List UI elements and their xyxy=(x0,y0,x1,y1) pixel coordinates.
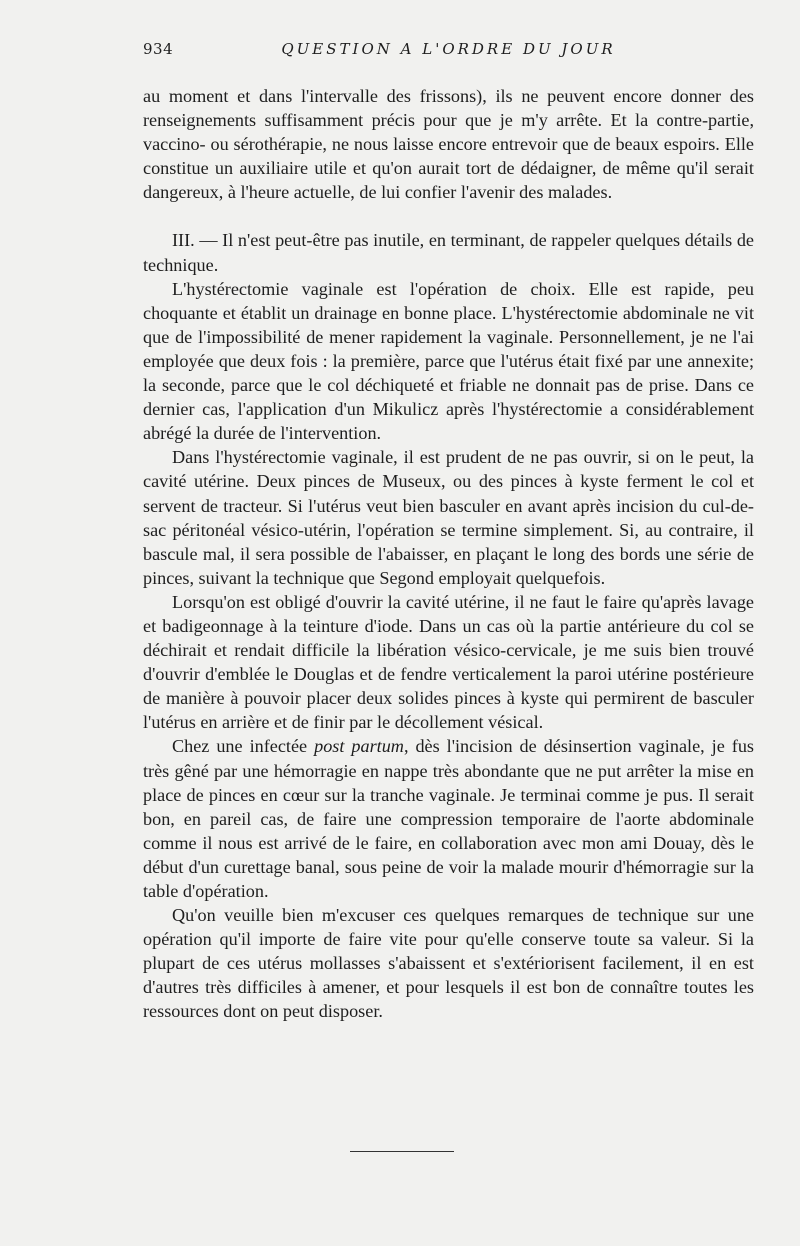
running-title: QUESTION A L'ORDRE DU JOUR xyxy=(281,40,616,58)
body-text xyxy=(143,84,754,1024)
paragraph-text: Chez une infectée xyxy=(172,736,315,757)
paragraph: Lorsqu'on est obligé d'ouvrir la cavité utérine, il ne faut le faire qu'après lavage et badigeonnage à la teinture d'iode. Dans un cas où la partie antérieure du col se déchirait et rendait difficile la libération vésico-cervicale, je me suis bien trouvé d'ouvrir d'emblée le Douglas et de fendre verticalement la paroi utérine postérieure de manière à pouvoir placer deux solides pinces à kyste qui permirent de basculer l'utérus en arrière et de finir par le décollement vésical. xyxy=(143,591,754,733)
paragraph: au moment et dans l'intervalle des frissons), ils ne peuvent encore donner des renseignements suffisamment précis pour que je m'y arrête. Et la contre-partie, vaccino- ou sérothérapie, ne nous laisse encore entrevoir que de beaux espoirs. Elle constitue un auxiliaire utile et qu'on aurait tort de dédaigner, de même qu'il serait dangereux, à l'heure actuelle, de lui confier l'avenir des malades. xyxy=(143,86,754,203)
emphasis-text: post partum xyxy=(314,736,404,757)
page-number: 934 xyxy=(143,40,174,58)
section-heading-paragraph: III. — Il n'est peut-être pas inutile, en terminant, de rappeler quelques détails de technique. xyxy=(143,230,754,275)
paragraph-text: , dès l'incision de désinsertion vaginale, je fus très gêné par une hémorragie en nappe très abondante que ne put arrêter la mise en place de pinces en cœur sur la tranche vaginale. Je terminai comme je pus. Il serait bon, en pareil cas, de faire une compression temporaire de l'aorte abdominale comme il nous est arrivé de le faire, en collaboration avec mon ami Douay, dès le début d'un curettage banal, sous peine de voir la malade mourir d'hémorragie sur la table d'opération. xyxy=(143,736,754,901)
page-header xyxy=(143,40,754,70)
paragraph: Qu'on veuille bien m'excuser ces quelques remarques de technique sur une opération qu'il importe de faire vite pour qu'elle conserve toute sa valeur. Si la plupart de ces utérus mollasses s'abaissent et s'extériorisent facilement, il en est d'autres très difficiles à amener, et pour lesquels il est bon de connaître toutes les ressources dont on peut disposer. xyxy=(143,905,754,1022)
end-rule xyxy=(350,1151,454,1152)
paragraph: Dans l'hystérectomie vaginale, il est prudent de ne pas ouvrir, si on le peut, la cavité utérine. Deux pinces de Museux, ou des pinces à kyste ferment le col et servent de tracteur. Si l'utérus veut bien basculer en avant après incision du cul-de-sac péritonéal vésico-utérin, l'opération se termine simplement. Si, au contraire, il bascule mal, il sera possible de l'abaisser, en plaçant le long des bords une série de pinces, suivant la technique que Segond employait quelquefois. xyxy=(143,447,754,588)
paragraph xyxy=(143,734,754,903)
paragraph: L'hystérectomie vaginale est l'opération de choix. Elle est rapide, peu choquante et établit un drainage en bonne place. L'hystérectomie abdominale ne vit que de l'impossibilité de mener rapidement la vaginale. Personnellement, je ne l'ai employée que deux fois : la première, parce que l'utérus était fixé par une annexite; la seconde, parce que le col déchiqueté et friable ne donnait pas de prise. Dans ce dernier cas, l'application d'un Mikulicz après l'hystérectomie a considérablement abrégé la durée de l'intervention. xyxy=(143,278,754,444)
